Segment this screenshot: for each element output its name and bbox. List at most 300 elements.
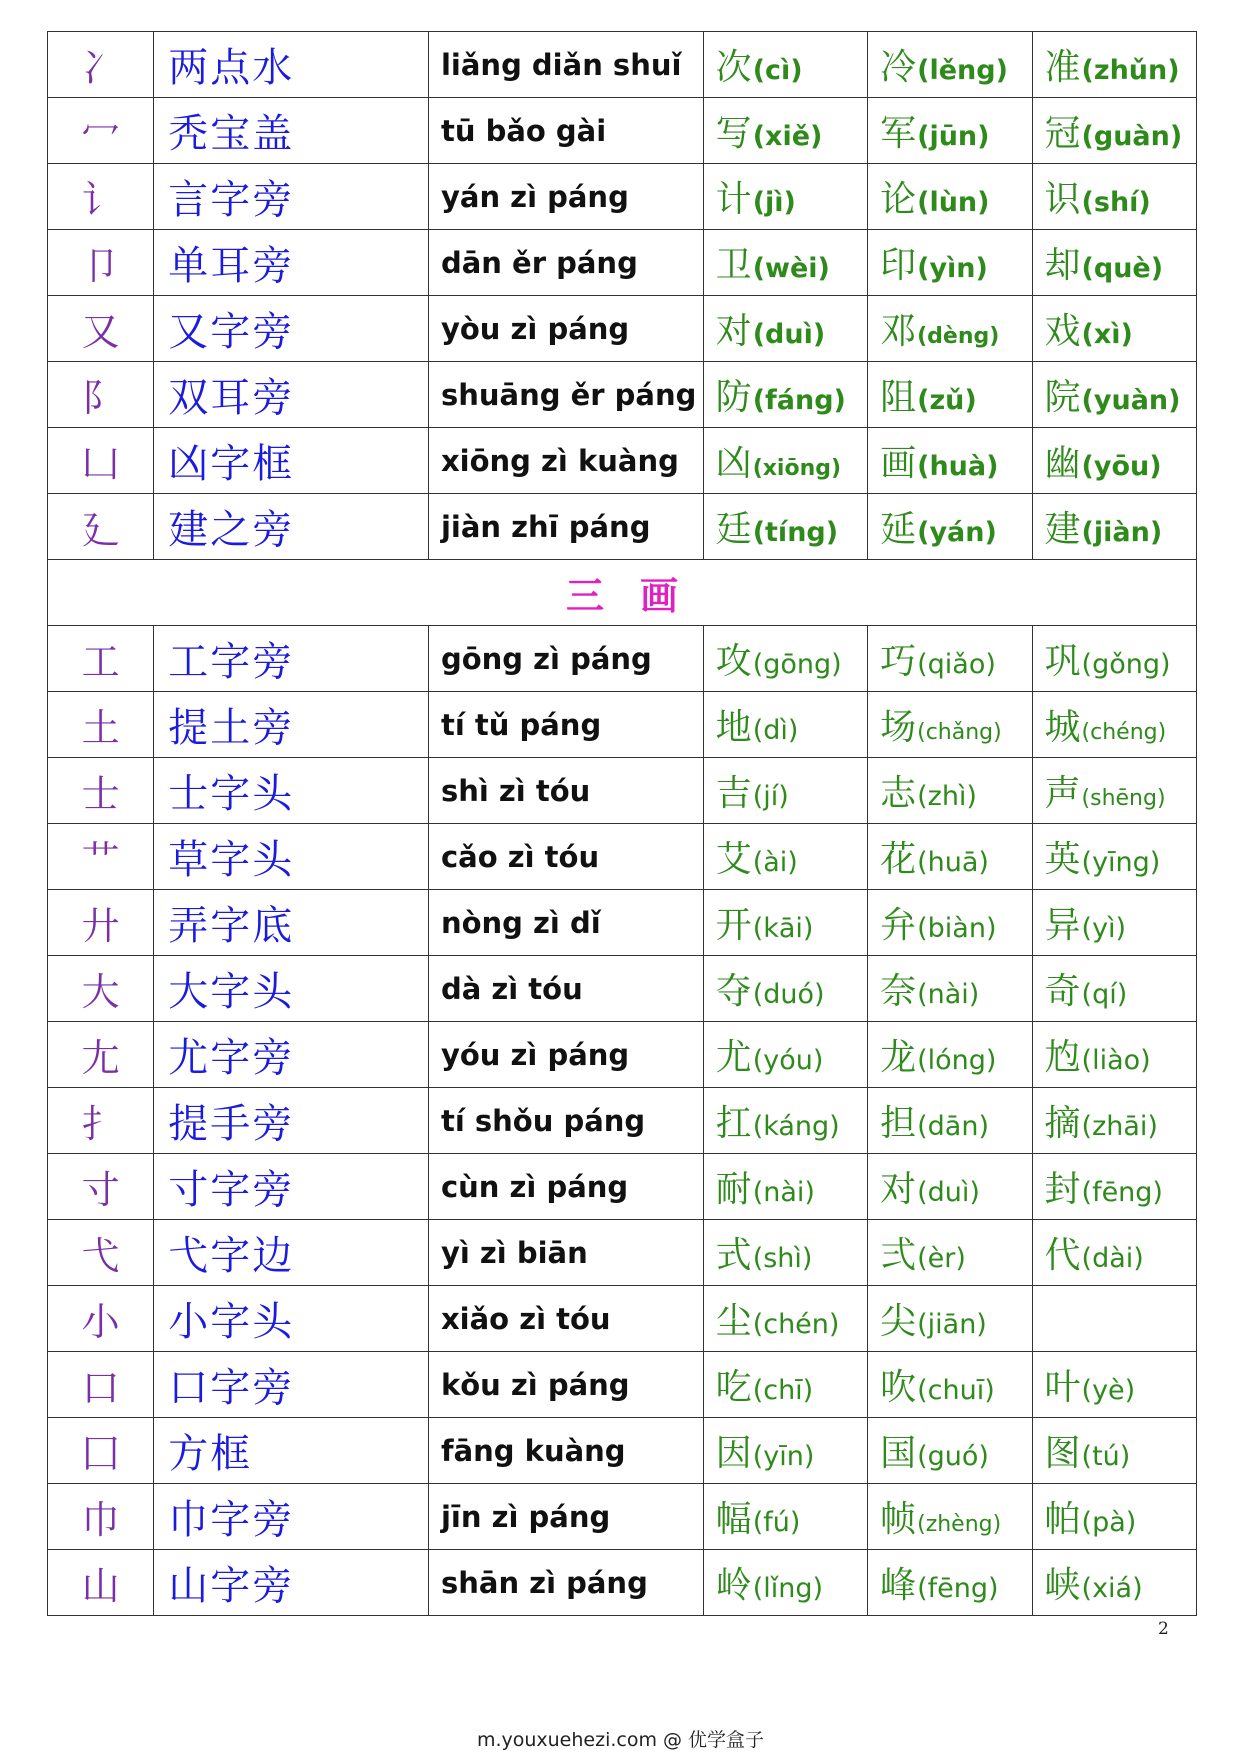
example-cell (1032, 824, 1196, 890)
example-character: 帕 (1044, 1499, 1081, 1540)
example-cell (1032, 362, 1196, 428)
example-pinyin: (qí) (1081, 979, 1128, 1010)
example-character: 阻 (880, 377, 917, 418)
example-cell (868, 824, 1032, 890)
example-cell (868, 362, 1032, 428)
example-cell (868, 626, 1032, 692)
example-character: 准 (1044, 47, 1081, 88)
example-cell (703, 1220, 867, 1286)
example-pinyin: (dān) (917, 1111, 989, 1142)
section-header-row (48, 560, 1197, 626)
radical-pinyin: fāng kuàng (428, 1418, 703, 1484)
table-row (48, 296, 1197, 362)
example-character: 识 (1044, 179, 1081, 220)
radical-glyph: 小 (48, 1286, 154, 1352)
table-row (48, 1022, 1197, 1088)
example-character: 弁 (880, 905, 917, 946)
example-character: 因 (715, 1433, 752, 1474)
example-character: 叶 (1044, 1367, 1081, 1408)
radical-name: 弋字边 (154, 1220, 429, 1286)
example-character: 吹 (880, 1367, 917, 1408)
example-character: 建 (1044, 509, 1081, 550)
example-character: 邓 (880, 311, 917, 352)
example-character: 延 (880, 509, 917, 550)
radical-glyph: 艹 (48, 824, 154, 890)
example-character: 龙 (880, 1037, 917, 1078)
example-pinyin: (tú) (1081, 1441, 1131, 1472)
radical-pinyin: cǎo zì tóu (428, 824, 703, 890)
example-character: 弍 (880, 1235, 917, 1276)
example-character: 异 (1044, 905, 1081, 946)
example-pinyin: (fú) (752, 1507, 801, 1538)
example-character: 花 (880, 839, 917, 880)
example-cell (868, 692, 1032, 758)
example-pinyin: (yìn) (917, 253, 988, 284)
radical-pinyin: kǒu zì páng (428, 1352, 703, 1418)
table-row (48, 1088, 1197, 1154)
example-character: 攻 (715, 641, 752, 682)
example-character: 吉 (715, 773, 752, 814)
example-pinyin: (tíng) (752, 517, 839, 548)
footer-watermark: m.youxuehezi.com @ 优学盒子 (476, 1729, 765, 1751)
radical-pinyin: yóu zì páng (428, 1022, 703, 1088)
example-cell (1032, 494, 1196, 560)
example-cell (868, 296, 1032, 362)
example-pinyin: (duì) (917, 1177, 980, 1208)
example-cell (868, 230, 1032, 296)
example-pinyin: (yōu) (1081, 451, 1162, 482)
radicals-table-body (48, 32, 1197, 1616)
table-row (48, 956, 1197, 1022)
example-character: 却 (1044, 245, 1081, 286)
example-cell (703, 890, 867, 956)
example-character: 英 (1044, 839, 1081, 880)
table-row (48, 98, 1197, 164)
example-pinyin: (qiǎo) (917, 649, 996, 680)
example-pinyin: (lěng) (917, 55, 1008, 86)
radical-pinyin: yì zì biān (428, 1220, 703, 1286)
example-pinyin: (dài) (1081, 1243, 1144, 1274)
example-character: 峰 (880, 1565, 917, 1606)
radical-name: 双耳旁 (154, 362, 429, 428)
table-row (48, 758, 1197, 824)
radical-name: 草字头 (154, 824, 429, 890)
example-character: 代 (1044, 1235, 1081, 1276)
example-pinyin: (zǔ) (917, 385, 977, 416)
example-character: 帧 (880, 1499, 917, 1540)
example-cell (1032, 296, 1196, 362)
example-cell (703, 1550, 867, 1616)
example-character: 封 (1044, 1169, 1081, 1210)
example-character: 开 (715, 905, 752, 946)
example-pinyin: (huà) (917, 451, 999, 482)
example-character: 艾 (715, 839, 752, 880)
radical-name: 大字头 (154, 956, 429, 1022)
example-character: 耐 (715, 1169, 752, 1210)
example-pinyin: (cì) (752, 55, 803, 86)
radical-name: 寸字旁 (154, 1154, 429, 1220)
page-number: 2 (1158, 1619, 1169, 1639)
example-character: 尥 (1044, 1037, 1081, 1078)
radical-pinyin: shuāng ěr páng (428, 362, 703, 428)
example-character: 画 (880, 443, 917, 484)
example-cell (868, 758, 1032, 824)
table-row (48, 1220, 1197, 1286)
example-pinyin: (lóng) (917, 1045, 997, 1076)
example-character: 担 (880, 1103, 917, 1144)
table-row (48, 164, 1197, 230)
example-character: 图 (1044, 1433, 1081, 1474)
table-row (48, 1418, 1197, 1484)
example-pinyin: (gōng) (752, 649, 842, 680)
example-cell (1032, 758, 1196, 824)
example-cell (1032, 98, 1196, 164)
example-cell (868, 1154, 1032, 1220)
example-cell (868, 1484, 1032, 1550)
example-character: 对 (880, 1169, 917, 1210)
radical-pinyin: xiǎo zì tóu (428, 1286, 703, 1352)
example-cell (868, 1418, 1032, 1484)
example-character: 摘 (1044, 1103, 1081, 1144)
example-cell (703, 230, 867, 296)
example-cell (1032, 32, 1196, 98)
table-row (48, 626, 1197, 692)
example-pinyin: (jiàn) (1081, 517, 1163, 548)
section-header (48, 560, 1197, 626)
example-pinyin: (chéng) (1081, 720, 1167, 745)
example-character: 城 (1044, 707, 1081, 748)
example-pinyin: (fēng) (917, 1573, 999, 1604)
radical-pinyin: gōng zì páng (428, 626, 703, 692)
example-character: 写 (715, 113, 752, 154)
example-cell (703, 32, 867, 98)
example-pinyin: (zhì) (917, 781, 977, 812)
radical-glyph: 尢 (48, 1022, 154, 1088)
example-pinyin: (zhèng) (917, 1512, 1002, 1537)
radical-glyph: 卩 (48, 230, 154, 296)
table-row (48, 890, 1197, 956)
radical-glyph: 口 (48, 1352, 154, 1418)
section-header-char: 三 (565, 573, 604, 618)
example-pinyin: (kāi) (752, 913, 814, 944)
example-cell (868, 1286, 1032, 1352)
example-cell (868, 1220, 1032, 1286)
radical-glyph: 巾 (48, 1484, 154, 1550)
example-cell (1032, 626, 1196, 692)
radical-name: 又字旁 (154, 296, 429, 362)
example-pinyin: (chī) (752, 1375, 814, 1406)
radical-name: 建之旁 (154, 494, 429, 560)
example-cell (703, 1484, 867, 1550)
example-cell (868, 1550, 1032, 1616)
example-pinyin: (duó) (752, 979, 825, 1010)
table-row (48, 362, 1197, 428)
radical-pinyin: cùn zì páng (428, 1154, 703, 1220)
radical-glyph: 囗 (48, 1418, 154, 1484)
radical-pinyin: shì zì tóu (428, 758, 703, 824)
example-character: 志 (880, 773, 917, 814)
radicals-table (47, 31, 1197, 1616)
radical-glyph: 土 (48, 692, 154, 758)
example-pinyin: (yuàn) (1081, 385, 1181, 416)
example-pinyin: (shí) (1081, 187, 1151, 218)
example-cell (1032, 692, 1196, 758)
radical-glyph: 廴 (48, 494, 154, 560)
example-cell (868, 956, 1032, 1022)
example-pinyin: (dèng) (917, 324, 1000, 349)
radical-name: 巾字旁 (154, 1484, 429, 1550)
example-character: 计 (715, 179, 752, 220)
example-cell (1032, 1088, 1196, 1154)
example-cell (703, 956, 867, 1022)
radical-name: 士字头 (154, 758, 429, 824)
example-character: 印 (880, 245, 917, 286)
example-pinyin: (gǒng) (1081, 649, 1171, 680)
example-pinyin: (guó) (917, 1441, 989, 1472)
example-cell (868, 1088, 1032, 1154)
example-pinyin: (dì) (752, 715, 799, 746)
radical-glyph: 弋 (48, 1220, 154, 1286)
example-cell (868, 428, 1032, 494)
example-pinyin: (xì) (1081, 319, 1133, 350)
example-pinyin: (jiān) (917, 1309, 987, 1340)
example-cell (703, 1154, 867, 1220)
radical-name: 提手旁 (154, 1088, 429, 1154)
example-pinyin: (nài) (917, 979, 980, 1010)
radical-glyph: 山 (48, 1550, 154, 1616)
example-pinyin: (xiōng) (752, 456, 842, 481)
table-row (48, 692, 1197, 758)
example-character: 声 (1044, 773, 1081, 814)
example-pinyin: (wèi) (752, 253, 830, 284)
example-character: 扛 (715, 1103, 752, 1144)
radical-name: 口字旁 (154, 1352, 429, 1418)
example-character: 冷 (880, 47, 917, 88)
radical-name: 言字旁 (154, 164, 429, 230)
example-pinyin: (yīn) (752, 1441, 815, 1472)
table-row (48, 428, 1197, 494)
example-cell (703, 692, 867, 758)
radical-name: 秃宝盖 (154, 98, 429, 164)
example-cell (1032, 1550, 1196, 1616)
example-cell (703, 1022, 867, 1088)
example-cell (868, 32, 1032, 98)
example-character: 幅 (715, 1499, 752, 1540)
radical-pinyin: dà zì tóu (428, 956, 703, 1022)
example-character: 凶 (715, 443, 752, 484)
example-pinyin: (jūn) (917, 121, 990, 152)
example-pinyin: (zhǔn) (1081, 55, 1180, 86)
radical-name: 方框 (154, 1418, 429, 1484)
example-cell (703, 758, 867, 824)
table-row (48, 230, 1197, 296)
example-pinyin: (jì) (752, 187, 796, 218)
example-cell (1032, 1286, 1196, 1352)
example-pinyin: (lùn) (917, 187, 990, 218)
radical-glyph: 凵 (48, 428, 154, 494)
example-pinyin: (chuī) (917, 1375, 995, 1406)
example-character: 论 (880, 179, 917, 220)
radical-pinyin: tí tǔ páng (428, 692, 703, 758)
example-character: 院 (1044, 377, 1081, 418)
table-row (48, 824, 1197, 890)
example-pinyin: (biàn) (917, 913, 997, 944)
example-cell (868, 1022, 1032, 1088)
example-pinyin: (huā) (917, 847, 989, 878)
example-character: 峡 (1044, 1565, 1081, 1606)
example-pinyin: (káng) (752, 1111, 840, 1142)
example-character: 防 (715, 377, 752, 418)
example-pinyin: (fáng) (752, 385, 846, 416)
radical-glyph: 讠 (48, 164, 154, 230)
example-pinyin: (nài) (752, 1177, 815, 1208)
example-character: 国 (880, 1433, 917, 1474)
example-character: 戏 (1044, 311, 1081, 352)
example-cell (703, 494, 867, 560)
section-header-char: 画 (640, 573, 679, 618)
radical-glyph: 扌 (48, 1088, 154, 1154)
example-cell (868, 890, 1032, 956)
radical-name: 山字旁 (154, 1550, 429, 1616)
example-pinyin: (shì) (752, 1243, 813, 1274)
example-cell (868, 1352, 1032, 1418)
example-character: 幽 (1044, 443, 1081, 484)
table-row (48, 1484, 1197, 1550)
table-row (48, 1352, 1197, 1418)
example-pinyin: (liào) (1081, 1045, 1151, 1076)
radical-glyph: 大 (48, 956, 154, 1022)
example-pinyin: (ài) (752, 847, 798, 878)
example-character: 式 (715, 1235, 752, 1276)
example-character: 次 (715, 47, 752, 88)
example-pinyin: (jí) (752, 781, 789, 812)
radical-pinyin: jīn zì páng (428, 1484, 703, 1550)
example-pinyin: (xiě) (752, 121, 823, 152)
radical-glyph: 冖 (48, 98, 154, 164)
example-pinyin: (èr) (917, 1243, 966, 1274)
radical-pinyin: yòu zì páng (428, 296, 703, 362)
example-pinyin: (yóu) (752, 1045, 824, 1076)
radical-glyph: 廾 (48, 890, 154, 956)
table-row (48, 32, 1197, 98)
example-character: 尤 (715, 1037, 752, 1078)
radical-name: 工字旁 (154, 626, 429, 692)
table-row (48, 1550, 1197, 1616)
example-cell (1032, 230, 1196, 296)
example-cell (1032, 1352, 1196, 1418)
example-pinyin: (què) (1081, 253, 1164, 284)
example-character: 巩 (1044, 641, 1081, 682)
radical-name: 凶字框 (154, 428, 429, 494)
radical-name: 两点水 (154, 32, 429, 98)
example-cell (703, 824, 867, 890)
example-character: 吃 (715, 1367, 752, 1408)
example-pinyin: (chǎng) (917, 720, 1002, 745)
example-cell (1032, 1154, 1196, 1220)
radical-pinyin: xiōng zì kuàng (428, 428, 703, 494)
example-character: 军 (880, 113, 917, 154)
example-cell (703, 98, 867, 164)
example-cell (1032, 890, 1196, 956)
radical-glyph: 冫 (48, 32, 154, 98)
example-pinyin: (chén) (752, 1309, 840, 1340)
example-character: 奈 (880, 971, 917, 1012)
example-character: 巧 (880, 641, 917, 682)
example-cell (703, 1286, 867, 1352)
example-character: 尖 (880, 1301, 917, 1342)
example-character: 地 (715, 707, 752, 748)
example-character: 岭 (715, 1565, 752, 1606)
radical-pinyin: tí shǒu páng (428, 1088, 703, 1154)
example-cell (868, 164, 1032, 230)
example-cell (703, 1088, 867, 1154)
example-cell (1032, 164, 1196, 230)
example-cell (703, 362, 867, 428)
radical-pinyin: tū bǎo gài (428, 98, 703, 164)
radical-pinyin: yán zì páng (428, 164, 703, 230)
example-cell (703, 164, 867, 230)
radical-pinyin: nòng zì dǐ (428, 890, 703, 956)
radical-glyph: 寸 (48, 1154, 154, 1220)
example-pinyin: (lǐng) (752, 1573, 824, 1604)
example-pinyin: (yán) (917, 517, 997, 548)
example-cell (1032, 956, 1196, 1022)
radical-pinyin: shān zì páng (428, 1550, 703, 1616)
example-pinyin: (yīng) (1081, 847, 1161, 878)
example-pinyin: (shēng) (1081, 786, 1166, 811)
example-pinyin: (duì) (752, 319, 826, 350)
example-character: 冠 (1044, 113, 1081, 154)
example-cell (703, 1418, 867, 1484)
example-character: 夺 (715, 971, 752, 1012)
example-character: 卫 (715, 245, 752, 286)
example-cell (1032, 1484, 1196, 1550)
radical-name: 尤字旁 (154, 1022, 429, 1088)
example-cell (1032, 1418, 1196, 1484)
radical-pinyin: jiàn zhī páng (428, 494, 703, 560)
example-pinyin: (guàn) (1081, 121, 1183, 152)
example-character: 廷 (715, 509, 752, 550)
radical-glyph: 工 (48, 626, 154, 692)
example-cell (703, 626, 867, 692)
radical-pinyin: dān ěr páng (428, 230, 703, 296)
example-cell (1032, 1022, 1196, 1088)
radical-glyph: 阝 (48, 362, 154, 428)
example-cell (703, 428, 867, 494)
example-pinyin: (pà) (1081, 1507, 1137, 1538)
example-character: 尘 (715, 1301, 752, 1342)
table-row (48, 1286, 1197, 1352)
radical-pinyin: liǎng diǎn shuǐ (428, 32, 703, 98)
example-cell (703, 1352, 867, 1418)
example-pinyin: (zhāi) (1081, 1111, 1158, 1142)
table-row (48, 494, 1197, 560)
example-cell (1032, 1220, 1196, 1286)
example-cell (703, 296, 867, 362)
example-character: 对 (715, 311, 752, 352)
example-pinyin: (yè) (1081, 1375, 1136, 1406)
radical-glyph: 又 (48, 296, 154, 362)
example-character: 场 (880, 707, 917, 748)
radical-name: 弄字底 (154, 890, 429, 956)
radical-name: 小字头 (154, 1286, 429, 1352)
radical-name: 提土旁 (154, 692, 429, 758)
example-pinyin: (xiá) (1081, 1573, 1143, 1604)
example-cell (868, 494, 1032, 560)
radical-name: 单耳旁 (154, 230, 429, 296)
table-row (48, 1154, 1197, 1220)
example-character: 奇 (1044, 971, 1081, 1012)
